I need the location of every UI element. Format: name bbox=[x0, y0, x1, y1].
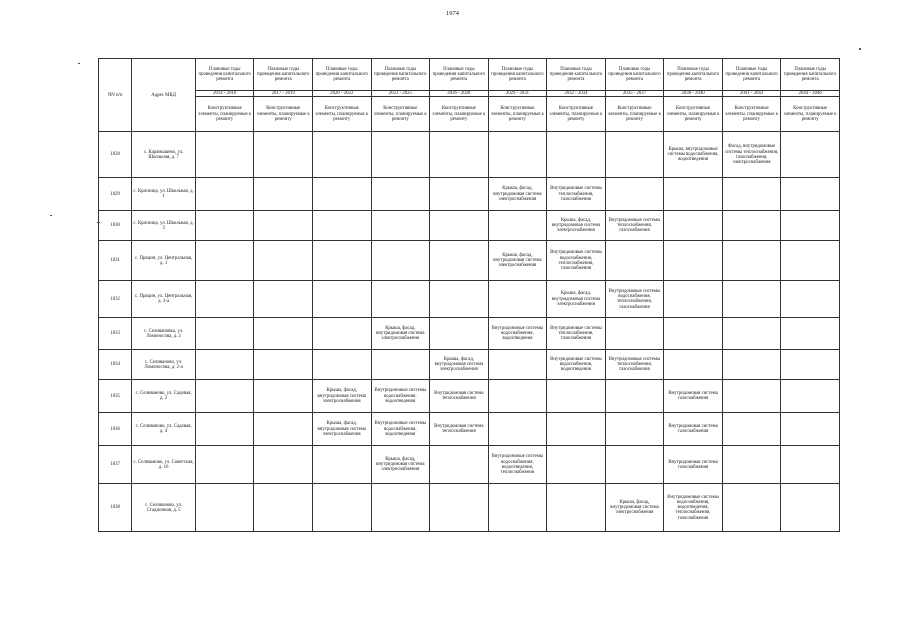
planned-work-cell bbox=[254, 446, 313, 484]
period-years-header: 2029 - 2031 bbox=[488, 91, 547, 97]
planned-work-cell bbox=[430, 178, 489, 211]
row-number: 1037 bbox=[99, 446, 132, 484]
planned-work-cell bbox=[781, 211, 840, 241]
scan-speck bbox=[50, 215, 52, 216]
planned-work-cell bbox=[605, 132, 664, 178]
planned-work-cell bbox=[722, 484, 781, 532]
planned-work-cell bbox=[195, 178, 254, 211]
planned-work-cell bbox=[313, 446, 372, 484]
planned-work-cell bbox=[488, 380, 547, 413]
planned-work-cell bbox=[488, 132, 547, 178]
row-address: с. Селивановка, ул. Ломоносова, д. 2 bbox=[132, 318, 196, 350]
period-title-header: Плановые годы проведения капитального ремонта bbox=[547, 59, 606, 91]
period-title-header: Плановые годы проведения капитального ремонта bbox=[195, 59, 254, 91]
row-address: с. Селиваново, ул. Ломоносова, д. 2-а bbox=[132, 350, 196, 380]
table-row bbox=[99, 380, 840, 413]
planned-work-cell bbox=[195, 380, 254, 413]
planned-work-cell bbox=[605, 380, 664, 413]
planned-work-cell: Крыша, фасад, внутридомовая система электроснабжения bbox=[605, 484, 664, 532]
elements-subheader: Конструктивные элементы, планируемые к ремонту bbox=[605, 97, 664, 132]
period-years-header: 2017 - 2019 bbox=[254, 91, 313, 97]
row-address: с. Красница, ул. Школьная, д. 1 bbox=[132, 178, 196, 211]
row-address: с. Селиваново, ул. Садовая, д. 2 bbox=[132, 380, 196, 413]
planned-work-cell: Крыша, внутридомовые системы водоснабжения, водоотведения bbox=[664, 132, 723, 178]
planned-work-cell bbox=[605, 178, 664, 211]
planned-work-cell bbox=[722, 350, 781, 380]
planned-work-cell bbox=[605, 318, 664, 350]
row-number: 1028 bbox=[99, 132, 132, 178]
planned-work-cell bbox=[722, 446, 781, 484]
period-title-header: Плановые годы проведения капитального ремонта bbox=[371, 59, 430, 91]
planned-work-cell bbox=[195, 211, 254, 241]
table-row bbox=[99, 178, 840, 211]
planned-work-cell bbox=[195, 241, 254, 281]
planned-work-cell bbox=[195, 446, 254, 484]
planned-work-cell bbox=[371, 132, 430, 178]
table-row bbox=[99, 281, 840, 318]
planned-work-cell: Внутридомовые системы водоснабжения, водоотведения, теплоснабжения bbox=[488, 446, 547, 484]
planned-work-cell bbox=[605, 413, 664, 446]
table-row bbox=[99, 484, 840, 532]
planned-work-cell: Внутридомовая система теплоснабжения bbox=[430, 413, 489, 446]
elements-subheader: Конструктивные элементы, планируемые к ремонту bbox=[664, 97, 723, 132]
row-number: 1031 bbox=[99, 241, 132, 281]
planned-work-cell bbox=[664, 178, 723, 211]
planned-work-cell bbox=[254, 318, 313, 350]
planned-work-cell bbox=[781, 484, 840, 532]
row-address: с. Селиваново, ул. Стадионная, д. 5 bbox=[132, 484, 196, 532]
row-number: 1036 bbox=[99, 413, 132, 446]
planned-work-cell bbox=[254, 178, 313, 211]
planned-work-cell bbox=[488, 211, 547, 241]
planned-work-cell bbox=[430, 446, 489, 484]
scan-speck bbox=[859, 48, 861, 50]
planned-work-cell: Внутридомовые системы водоснабжения, теплоснабжения, газоснабжения bbox=[547, 241, 606, 281]
period-years-header: 2035 - 2037 bbox=[605, 91, 664, 97]
planned-work-cell: Внутридомовые системы водоснабжения, водоотведения bbox=[371, 380, 430, 413]
planned-work-cell: Внутридомовые системы теплоснабжения, газоснабжения bbox=[547, 318, 606, 350]
row-address: с. Працин, ул. Центральная, д. 3-а bbox=[132, 281, 196, 318]
planned-work-cell bbox=[430, 318, 489, 350]
planned-work-cell: Внутридомовые системы водоснабжения, водоотведения bbox=[547, 350, 606, 380]
planned-work-cell bbox=[313, 318, 372, 350]
planned-work-cell bbox=[664, 241, 723, 281]
col-number-header: NN п/п bbox=[99, 59, 132, 132]
period-title-header: Плановые годы проведения капитального ремонта bbox=[430, 59, 489, 91]
planned-work-cell bbox=[430, 281, 489, 318]
planned-work-cell bbox=[488, 484, 547, 532]
planned-work-cell: Крыша, фасад, внутридомовая система электроснабжения bbox=[430, 350, 489, 380]
period-title-header: Плановые годы проведения капитального ремонта bbox=[664, 59, 723, 91]
planned-work-cell bbox=[547, 484, 606, 532]
planned-work-cell: Крыша, фасад, внутридомовая система электроснабжения bbox=[488, 178, 547, 211]
planned-work-cell bbox=[781, 281, 840, 318]
table-row bbox=[99, 241, 840, 281]
planned-work-cell bbox=[371, 241, 430, 281]
planned-work-cell bbox=[664, 318, 723, 350]
planned-work-cell: Крыша, фасад, внутридомовая система электроснабжения bbox=[488, 241, 547, 281]
planned-work-cell: Крыша, фасад, внутридомовая система электроснабжения bbox=[313, 380, 372, 413]
planned-work-cell: Крыша, фасад, внутридомовая система электроснабжения bbox=[547, 281, 606, 318]
planned-work-cell bbox=[195, 350, 254, 380]
planned-work-cell: Внутридомовые системы теплоснабжения, газоснабжения bbox=[605, 350, 664, 380]
planned-work-cell: Внутридомовые системы водоснабжения, водоотведения bbox=[371, 413, 430, 446]
row-number: 1038 bbox=[99, 484, 132, 532]
planned-work-cell bbox=[722, 178, 781, 211]
planned-work-cell bbox=[664, 350, 723, 380]
planned-work-cell: Внутридомовая система газоснабжения bbox=[664, 413, 723, 446]
planned-work-cell bbox=[488, 281, 547, 318]
table-row bbox=[99, 413, 840, 446]
planned-work-cell bbox=[254, 241, 313, 281]
table-row bbox=[99, 446, 840, 484]
planned-work-cell: Внутридомовые системы теплоснабжения, газоснабжения bbox=[605, 211, 664, 241]
period-title-header: Плановые годы проведения капитального ремонта bbox=[488, 59, 547, 91]
planned-work-cell: Внутридомовые системы водоснабжения, водоотведения bbox=[488, 318, 547, 350]
planned-work-cell bbox=[722, 380, 781, 413]
planned-work-cell bbox=[254, 281, 313, 318]
planned-work-cell bbox=[781, 132, 840, 178]
planned-work-cell bbox=[313, 178, 372, 211]
planned-work-cell bbox=[664, 281, 723, 318]
planned-work-cell bbox=[488, 413, 547, 446]
planned-work-cell bbox=[664, 211, 723, 241]
planned-work-cell bbox=[371, 350, 430, 380]
planned-work-cell: Внутридомовая система газоснабжения bbox=[664, 380, 723, 413]
planned-work-cell: Внутридомовая система теплоснабжения bbox=[430, 380, 489, 413]
elements-subheader: Конструктивные элементы, планируемые к ремонту bbox=[430, 97, 489, 132]
period-years-header: 2038 - 2040 bbox=[664, 91, 723, 97]
elements-subheader: Конструктивные элементы, планируемые к ремонту bbox=[547, 97, 606, 132]
planned-work-cell bbox=[547, 413, 606, 446]
elements-subheader: Конструктивные элементы, планируемые к ремонту bbox=[254, 97, 313, 132]
planned-work-cell: Внутридомовые системы водоснабжения, теплоснабжения, газоснабжения bbox=[605, 281, 664, 318]
row-number: 1035 bbox=[99, 380, 132, 413]
period-title-header: Плановые годы проведения капитального ремонта bbox=[254, 59, 313, 91]
period-title-header: Плановые годы проведения капитального ремонта bbox=[722, 59, 781, 91]
planned-work-cell bbox=[722, 318, 781, 350]
period-years-header: 2044 - 2046 bbox=[781, 91, 840, 97]
planned-work-cell bbox=[722, 211, 781, 241]
planned-work-cell bbox=[254, 211, 313, 241]
planned-work-cell bbox=[254, 413, 313, 446]
planned-work-cell bbox=[547, 446, 606, 484]
elements-subheader: Конструктивные элементы, планируемые к ремонту bbox=[722, 97, 781, 132]
planned-work-cell bbox=[313, 350, 372, 380]
row-address: с. Карамышево, ул. Школьная, д. 7 bbox=[132, 132, 196, 178]
scan-speck bbox=[78, 63, 80, 64]
planned-work-cell bbox=[371, 281, 430, 318]
planned-work-cell: Внутридомовые системы теплоснабжения, газоснабжения bbox=[547, 178, 606, 211]
planned-work-cell bbox=[430, 484, 489, 532]
period-years-header: 2020 - 2022 bbox=[313, 91, 372, 97]
planned-work-cell: Внутридомовая система газоснабжения bbox=[664, 446, 723, 484]
period-years-header: 2014 - 2016 bbox=[195, 91, 254, 97]
planned-work-cell bbox=[781, 446, 840, 484]
planned-work-cell bbox=[722, 413, 781, 446]
planned-work-cell bbox=[254, 350, 313, 380]
planned-work-cell: Крыша, фасад, внутридомовая система электроснабжения bbox=[371, 446, 430, 484]
planned-work-cell bbox=[254, 132, 313, 178]
row-number: 1033 bbox=[99, 318, 132, 350]
row-address: с. Селиваново, ул. Садовая, д. 4 bbox=[132, 413, 196, 446]
planned-work-cell bbox=[722, 241, 781, 281]
row-number: 1030 bbox=[99, 211, 132, 241]
planned-work-cell bbox=[547, 132, 606, 178]
elements-subheader: Конструктивные элементы, планируемые к ремонту bbox=[195, 97, 254, 132]
planned-work-cell bbox=[781, 380, 840, 413]
planned-work-cell bbox=[195, 413, 254, 446]
period-years-header: 2041 - 2043 bbox=[722, 91, 781, 97]
planned-work-cell bbox=[195, 132, 254, 178]
planned-work-cell bbox=[254, 380, 313, 413]
planned-work-cell bbox=[781, 413, 840, 446]
planned-work-cell bbox=[313, 281, 372, 318]
planned-work-cell: Крыша, фасад, внутридомовая система электроснабжения bbox=[547, 211, 606, 241]
planned-work-cell: Внутридомовые системы водоснабжения, водоотведения, теплоснабжения, газоснабжения bbox=[664, 484, 723, 532]
planned-work-cell bbox=[430, 132, 489, 178]
period-years-header: 2026 - 2028 bbox=[430, 91, 489, 97]
period-years-header: 2023 - 2025 bbox=[371, 91, 430, 97]
period-title-header: Плановые годы проведения капитального ремонта bbox=[313, 59, 372, 91]
row-number: 1032 bbox=[99, 281, 132, 318]
planned-work-cell bbox=[195, 318, 254, 350]
planned-work-cell bbox=[781, 241, 840, 281]
planned-work-cell bbox=[313, 484, 372, 532]
row-address: с. Красница, ул. Школьная, д. 3 bbox=[132, 211, 196, 241]
planned-work-cell: Крыша, фасад, внутридомовая система электроснабжения bbox=[371, 318, 430, 350]
col-address-header: Адрес МКД bbox=[132, 59, 196, 132]
page-number: 1974 bbox=[446, 10, 459, 17]
elements-subheader: Конструктивные элементы, планируемые к ремонту bbox=[371, 97, 430, 132]
planned-work-cell bbox=[313, 132, 372, 178]
capital-repair-plan-table bbox=[98, 58, 840, 532]
row-number: 1029 bbox=[99, 178, 132, 211]
planned-work-cell bbox=[195, 281, 254, 318]
planned-work-cell bbox=[430, 211, 489, 241]
planned-work-cell bbox=[605, 241, 664, 281]
row-number: 1034 bbox=[99, 350, 132, 380]
planned-work-cell: Фасад, внутридомовые системы теплоснабжения, газоснабжения, электроснабжения bbox=[722, 132, 781, 178]
row-address: с. Працин, ул. Центральная, д. 1 bbox=[132, 241, 196, 281]
planned-work-cell bbox=[547, 380, 606, 413]
planned-work-cell bbox=[430, 241, 489, 281]
planned-work-cell bbox=[371, 178, 430, 211]
elements-subheader: Конструктивные элементы, планируемые к ремонту bbox=[313, 97, 372, 132]
table-row bbox=[99, 132, 840, 178]
planned-work-cell bbox=[488, 350, 547, 380]
planned-work-cell bbox=[781, 350, 840, 380]
elements-subheader: Конструктивные элементы, планируемые к ремонту bbox=[781, 97, 840, 132]
table-row bbox=[99, 318, 840, 350]
planned-work-cell bbox=[313, 211, 372, 241]
planned-work-cell bbox=[313, 241, 372, 281]
planned-work-cell bbox=[781, 318, 840, 350]
planned-work-cell bbox=[371, 211, 430, 241]
planned-work-cell bbox=[254, 484, 313, 532]
planned-work-cell bbox=[781, 178, 840, 211]
period-title-header: Плановые годы проведения капитального ремонта bbox=[605, 59, 664, 91]
row-address: с. Селиваново, ул. Советская, д. 16 bbox=[132, 446, 196, 484]
table-row bbox=[99, 211, 840, 241]
table-row bbox=[99, 350, 840, 380]
period-title-header: Плановые годы проведения капитального ремонта bbox=[781, 59, 840, 91]
planned-work-cell bbox=[605, 446, 664, 484]
planned-work-cell: Крыша, фасад, внутридомовая система электроснабжения bbox=[313, 413, 372, 446]
planned-work-cell bbox=[371, 484, 430, 532]
planned-work-cell bbox=[195, 484, 254, 532]
elements-subheader: Конструктивные элементы, планируемые к ремонту bbox=[488, 97, 547, 132]
planned-work-cell bbox=[722, 281, 781, 318]
period-years-header: 2032 - 2034 bbox=[547, 91, 606, 97]
